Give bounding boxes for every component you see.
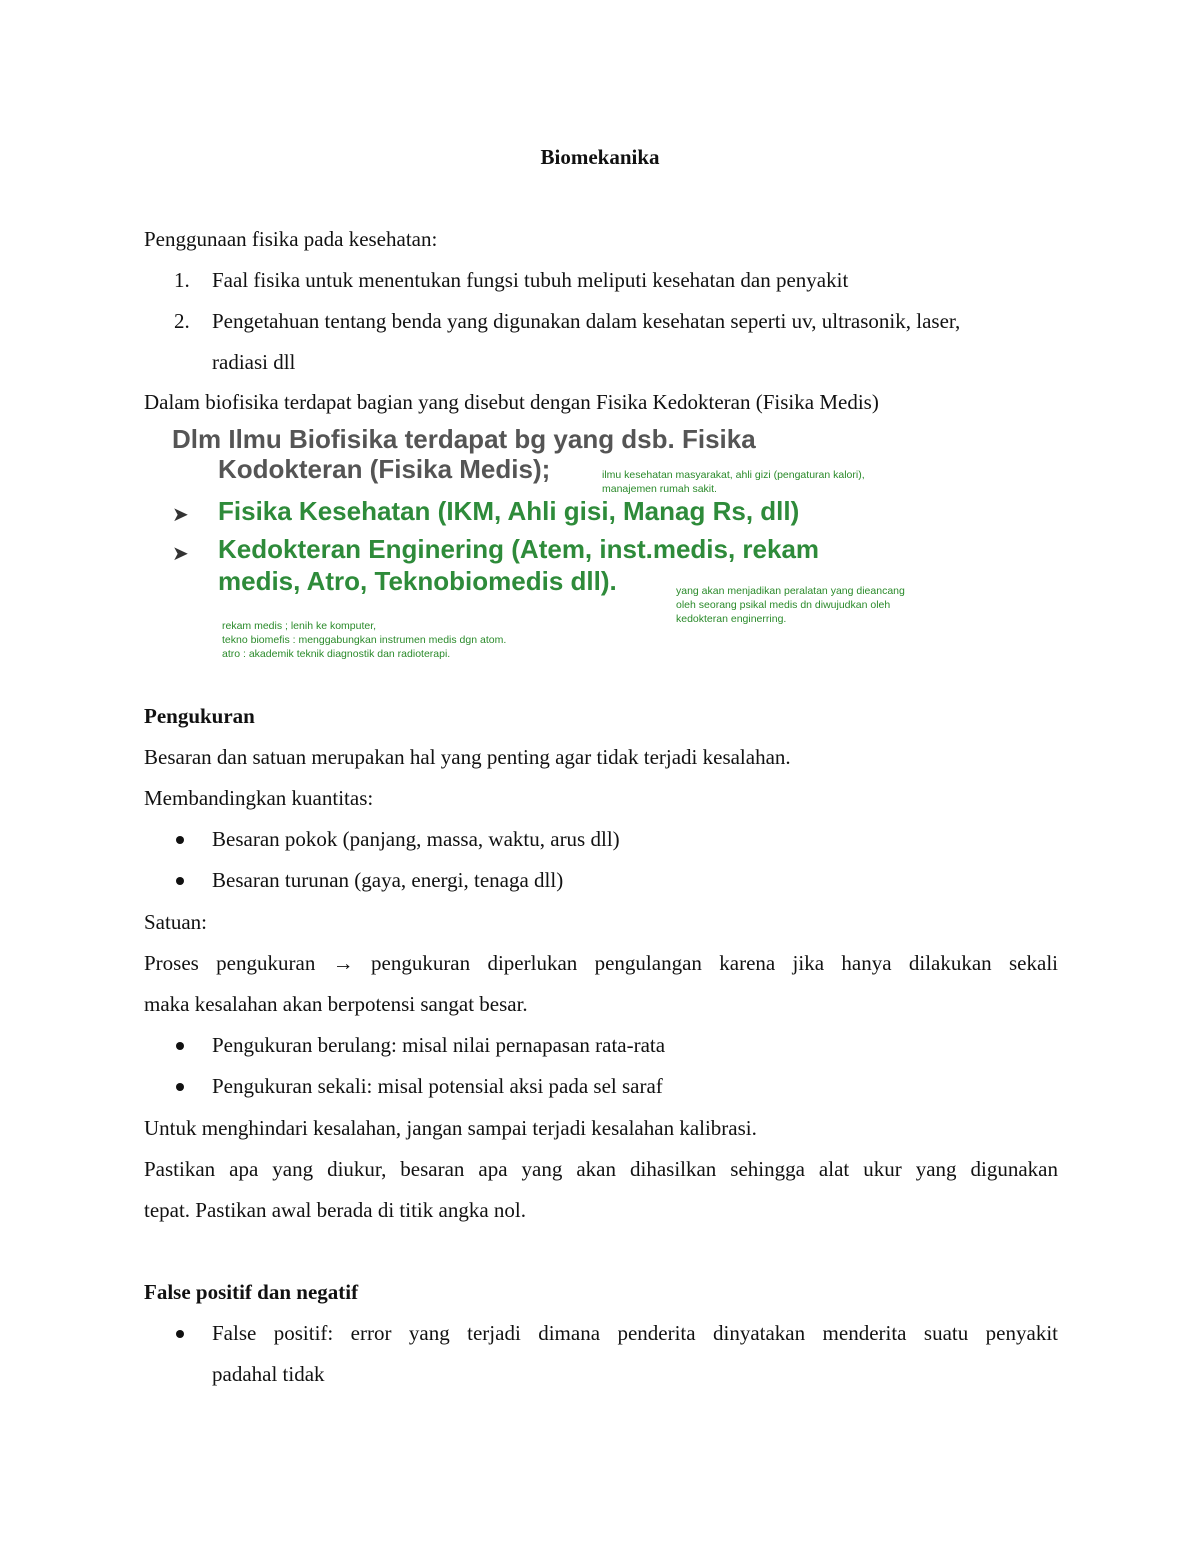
list-item: Besaran pokok (panjang, massa, waktu, arus dll) — [212, 827, 620, 851]
bullet-icon — [176, 1083, 184, 1091]
list-item: Faal fisika untuk menentukan fungsi tubuh meliputi kesehatan dan penyakit — [212, 268, 849, 292]
slide-note-bottom: tekno biomefis : menggabungkan instrumen medis dgn atom. — [222, 634, 507, 646]
bullet-icon — [176, 877, 184, 885]
slide-bullet-2-cont: medis, Atro, Teknobiomedis dll). — [218, 566, 617, 596]
slide-note-top: manajemen rumah sakit. — [602, 483, 717, 495]
paragraph-continuation: maka kesalahan akan berpotensi sangat besar. — [144, 992, 528, 1016]
slide-bullet-1: Fisika Kesehatan (IKM, Ahli gisi, Manag Rs, dll) — [218, 496, 800, 526]
slide-note-right: kedokteran enginerring. — [676, 613, 787, 625]
paragraph: Besaran dan satuan merupakan hal yang penting agar tidak terjadi kesalahan. — [144, 745, 791, 769]
bullet-icon — [176, 1330, 184, 1338]
intro-heading: Penggunaan fisika pada kesehatan: — [144, 227, 438, 251]
list-item-continuation: radiasi dll — [212, 350, 296, 374]
list-number: 2. — [174, 309, 190, 333]
paragraph: Proses pengukuran → pengukuran diperlukan pengulangan karena jika hanya dilakukan sekali — [144, 951, 1058, 975]
arrow-bullet-icon: ➤ — [172, 541, 189, 565]
intro-after-text: Dalam biofisika terdapat bagian yang disebut dengan Fisika Kedokteran (Fisika Medis) — [144, 390, 879, 414]
paragraph: Membandingkan kuantitas: — [144, 786, 374, 810]
section-heading-pengukuran: Pengukuran — [144, 704, 255, 728]
slide-note-bottom: atro : akademik teknik diagnostik dan radioterapi. — [222, 648, 451, 660]
list-item-continuation: padahal tidak — [212, 1362, 325, 1386]
slide-note-right: oleh seorang psikal medis dn diwujudkan oleh — [676, 599, 891, 611]
slide-note-right: yang akan menjadikan peralatan yang dieancang — [676, 585, 905, 597]
list-item: Besaran turunan (gaya, energi, tenaga dll) — [212, 868, 564, 892]
bullet-icon — [176, 1042, 184, 1050]
paragraph: Pastikan apa yang diukur, besaran apa yang akan dihasilkan sehingga alat ukur yang digunakan — [144, 1157, 1058, 1181]
list-item: False positif: error yang terjadi dimana penderita dinyatakan menderita suatu penyakit — [212, 1321, 1058, 1345]
list-item: Pengetahuan tentang benda yang digunakan dalam kesehatan seperti uv, ultrasonik, laser, — [212, 309, 961, 333]
paragraph: Satuan: — [144, 910, 207, 934]
list-item: Pengukuran sekali: misal potensial aksi pada sel saraf — [212, 1074, 663, 1098]
list-number: 1. — [174, 268, 190, 292]
embedded-slide-image — [160, 416, 950, 678]
arrow-bullet-icon: ➤ — [172, 502, 189, 526]
slide-note-top: ilmu kesehatan masyarakat, ahli gizi (pengaturan kalori), — [602, 469, 865, 481]
paragraph: Untuk menghindari kesalahan, jangan sampai terjadi kesalahan kalibrasi. — [144, 1116, 757, 1140]
slide-line-2: Kodokteran (Fisika Medis); — [218, 454, 551, 484]
section-heading-false: False positif dan negatif — [144, 1280, 359, 1304]
slide-bullet-2: Kedokteran Enginering (Atem, inst.medis, rekam — [218, 534, 820, 564]
slide-line-1: Dlm Ilmu Biofisika terdapat bg yang dsb. Fisika — [172, 424, 756, 454]
paragraph-continuation: tepat. Pastikan awal berada di titik angka nol. — [144, 1198, 526, 1222]
page-title: Biomekanika — [540, 145, 660, 169]
list-item: Pengukuran berulang: misal nilai pernapasan rata-rata — [212, 1033, 666, 1057]
bullet-icon — [176, 836, 184, 844]
slide-note-bottom: rekam medis ; lenih ke komputer, — [222, 620, 377, 632]
